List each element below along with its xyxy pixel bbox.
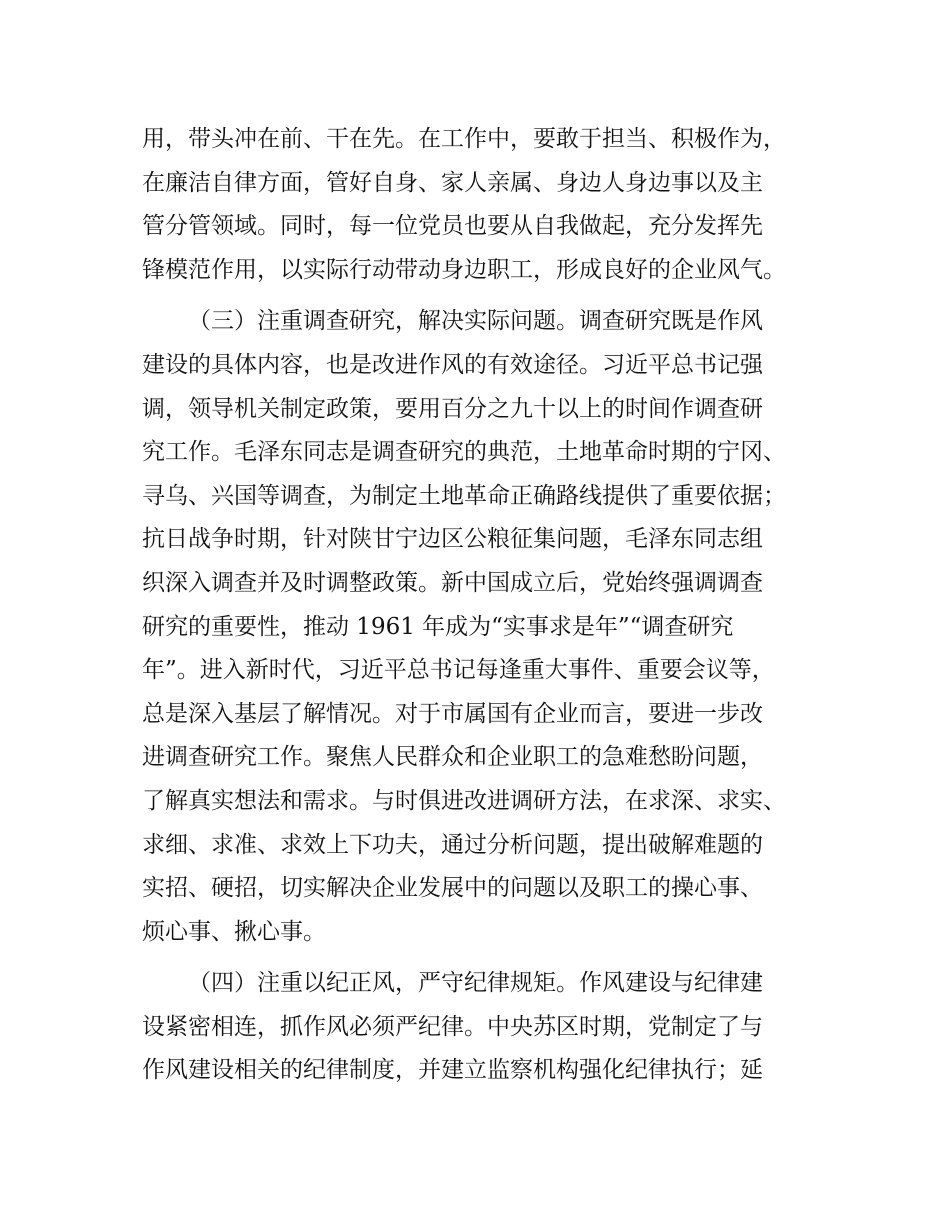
text-line: （四）注重以纪正风，严守纪律规矩。作风建设与纪律建: [188, 970, 763, 997]
text-line: 了解真实想法和需求。与时俱进改进调研方法，在求深、求实、: [142, 787, 786, 814]
text-line: 实招、硬招，切实解决企业发展中的问题以及职工的操心事、: [142, 875, 763, 902]
text-line: 锋模范作用，以实际行动带动身边职工，形成良好的企业风气。: [142, 256, 786, 283]
text-line: 研究的重要性，推动 1961 年成为“实事求是年”“调查研究: [142, 613, 734, 640]
text-line: 寻乌、兴国等调查，为制定土地革命正确路线提供了重要依据；: [142, 482, 786, 509]
paragraph-gap: [142, 954, 822, 962]
text-line: 求细、求准、求效上下功夫，通过分析问题，提出破解难题的: [142, 831, 763, 858]
text-line: 管分管领域。同时，每一位党员也要从自我做起，充分发挥先: [142, 213, 763, 240]
paragraph-1: [142, 118, 822, 292]
text-line: 进调查研究工作。聚焦人民群众和企业职工的急难愁盼问题，: [142, 744, 763, 771]
text-line: 烦心事、揪心事。: [142, 918, 326, 945]
text-line: 建设的具体内容，也是改进作风的有效途径。习近平总书记强: [142, 351, 763, 378]
text-line: 织深入调查并及时调整政策。新中国成立后，党始终强调调查: [142, 569, 763, 596]
text-line: 调，领导机关制定政策，要用百分之九十以上的时间作调查研: [142, 395, 763, 422]
text-line: 年”。进入新时代，习近平总书记每逢重大事件、重要会议等，: [142, 657, 775, 684]
text-line: 究工作。毛泽东同志是调查研究的典范，土地革命时期的宁冈、: [142, 439, 786, 466]
text-line: 设紧密相连，抓作风必须严纪律。中央苏区时期，党制定了与: [142, 1013, 763, 1040]
text-line: 抗日战争时期，针对陕甘宁边区公粮征集问题，毛泽东同志组: [142, 526, 763, 553]
text-line: 作风建设相关的纪律制度，并建立监察机构强化纪律执行；延: [142, 1057, 763, 1084]
paragraph-2: [142, 300, 822, 954]
document-body: [142, 118, 822, 1093]
paragraph-gap: [142, 292, 822, 300]
text-line: （三）注重调查研究，解决实际问题。调查研究既是作风: [188, 308, 763, 335]
text-line: 总是深入基层了解情况。对于市属国有企业而言，要进一步改: [142, 700, 763, 727]
paragraph-3: [142, 962, 822, 1093]
text-line: 在廉洁自律方面，管好自身、家人亲属、身边人身边事以及主: [142, 169, 763, 196]
text-line: 用，带头冲在前、干在先。在工作中，要敢于担当、积极作为，: [142, 126, 786, 152]
